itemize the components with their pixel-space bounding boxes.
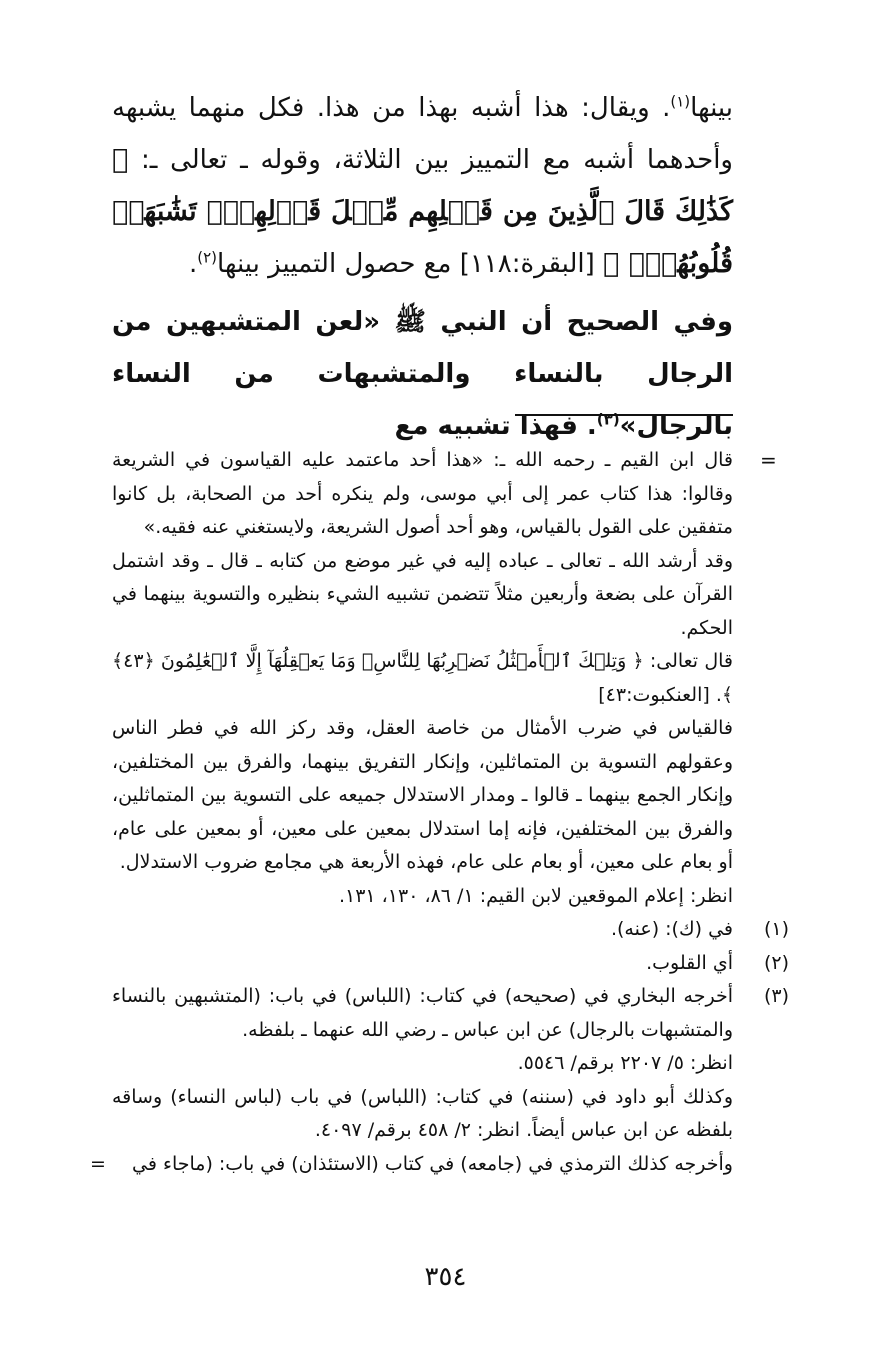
footnote-text: أي القلوب. [646, 951, 733, 974]
footnote-marker: (١) [763, 918, 789, 940]
footnote-2 [112, 947, 789, 981]
text: . فهذا تشبيه مع [394, 411, 597, 441]
paragraph-2 [112, 296, 733, 452]
footnotes [90, 444, 789, 1181]
continued-note-line: قال تعالى: ﴿ وَتِلۡكَ ٱلۡأَمۡثَٰلُ نَضۡرِبُهَا لِلنَّاسِۖ وَمَا يَعۡقِلُهَآ إِلَّا ٱلۡعَٰلِمُونَ ﴿٤٣﴾ ﴾. [العنكبوت:٤٣] [112, 650, 733, 706]
footnote-marker: (٢) [763, 951, 789, 974]
continued-note-line: وقد أرشد الله ـ تعالى ـ عباده إليه في غير موضع من كتابه ـ قال ـ وقد اشتمل القرآن على بضعة وأربعين مثلاً تتضمن تشبيه الشيء بنظيره والتسوية بينهما في الحكم. [112, 549, 733, 639]
footnote-separator [515, 414, 733, 416]
page-number: ٣٥٤ [424, 1262, 467, 1292]
footnote-text: في (ك): (عنه). [610, 918, 733, 940]
text: بينها [690, 93, 733, 123]
text: وفي الصحيح أن النبي ﷺ «لعن المتشبهين من الرجال بالنساء والمتشبهات من النساء بالرجال» [112, 307, 733, 441]
footnote-text: وكذلك أبو داود في (سننه) في كتاب: (اللباس) في باب (لباس النساء) وساقه بلفظه عن ابن عباس أيضاً. انظر: ٢/ ٤٥٨ برقم/ ٤٠٩٧. [112, 1085, 733, 1141]
footnote-ref-1: (١) [670, 92, 691, 111]
text: . ويقال: هذا أشبه بهذا من هذا. فكل منهما يشبهه وأحدهما أشبه مع التمييز بين الثلاثة، وقوله ـ تعالى ـ: [112, 93, 733, 175]
continued-note-line: فالقياس في ضرب الأمثال من خاصة العقل، وقد ركز الله في فطر الناس وعقولهم التسوية بن المتماثلين، وإنكار التفريق بينهما، والفرق بين المختلفين، وإنكار الجمع بينهما ـ قالوا ـ ومدار الاستدلال جميعه على التسوية بين المتماثلين، والفرق بين المختلفين، فإنه إما استدلال بمعين على معين، أو بمعين على عام، أو بعام على معين، أو بعام على عام، فهذه الأربعة هي مجامع ضروب الاستدلال. [112, 717, 733, 873]
text: . [188, 249, 198, 279]
main-text [112, 82, 733, 452]
quran-verse: ﴿ كَذَٰلِكَ قَالَ ٱلَّذِينَ مِن قَبۡلِهِم مِّثۡلَ قَوۡلِهِمۡۘ تَشَٰبَهَتۡ قُلُوبُهُمۡۗ ﴾ [112, 144, 733, 279]
footnote-text-line: وأخرجه كذلك الترمذي في (جامعه) في كتاب (الاستئذان) في باب: (ماجاء في [132, 1152, 733, 1175]
continued-note-line: انظر: إعلام الموقعين لابن القيم: ١/ ٨٦، ١٣٠، ١٣١. [338, 884, 733, 907]
footnote-ref-3: (٣) [596, 410, 620, 429]
footnote-marker: (٣) [763, 985, 789, 1007]
continued-note-line: قال ابن القيم ـ رحمه الله ـ: «هذا أحد ماعتمد عليه القياسون في الشريعة وقالوا: هذا كتاب عمر إلى أبي موسى، ولم ينكره أحد من الصحابة، بل كانوا متفقين على القول بالقياس، وهو أحد أصول الشريعة، ولايستغني عنه فقيه.» [112, 449, 733, 538]
continuation-mark: = [760, 448, 777, 472]
footnote-text: انظر: ٥/ ٢٢٠٧ برقم/ ٥٥٤٦. [517, 1052, 733, 1074]
footnote-text [90, 1148, 733, 1182]
footnote-ref-2: (٢) [197, 248, 218, 267]
continuation-mark: = [90, 1152, 106, 1175]
footnote-text: أخرجه البخاري في (صحيحه) في كتاب: (اللباس) في باب: (المتشبهين بالنساء والمتشبهات بالرجال) عن ابن عباس ـ رضي الله عنهما ـ بلفظه. [112, 985, 733, 1041]
footnote-1 [112, 913, 789, 947]
footnote-3 [90, 980, 789, 1181]
text: [البقرة:١١٨] مع حصول التمييز بينها [217, 249, 595, 279]
paragraph-1 [112, 82, 733, 290]
